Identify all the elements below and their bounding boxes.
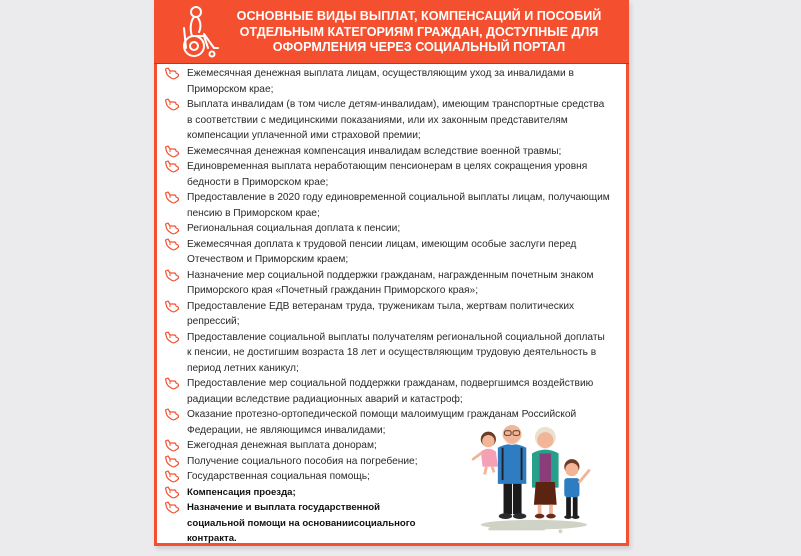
pointing-hand-icon [164, 501, 180, 514]
list-item-text: Государственная социальная помощь; [187, 471, 370, 482]
info-sheet [154, 0, 629, 546]
list-item [157, 268, 613, 299]
pointing-hand-icon [164, 470, 180, 483]
pointing-hand-icon [164, 377, 180, 390]
list-item [157, 330, 617, 377]
family-illustration [462, 425, 602, 537]
list-item-text: Предоставление социальной выплаты получателям региональной социальной доплаты к пенсии, не достигшим возраста 18 лет и осуществляющим трудовую деятельность в период летних каникул; [187, 331, 605, 374]
list-item [157, 159, 617, 190]
pointing-hand-icon [164, 98, 180, 111]
list-item-text: Ежемесячная доплата к трудовой пенсии лицам, имеющим особые заслуги перед Отечеством и Приморским краем; [187, 238, 577, 265]
pointing-hand-icon [164, 238, 180, 251]
grandson-figure [564, 459, 589, 519]
list-item [157, 66, 613, 97]
list-item-text: Компенсация проезда; [187, 486, 296, 498]
list-item-text: Предоставление в 2020 году единовременной социальной выплаты лицам, получающим пенсию в Приморском крае; [187, 192, 610, 219]
list-item [157, 376, 617, 407]
list-item-text: Ежемесячная денежная компенсация инвалидам вследствие военной травмы; [187, 145, 562, 157]
list-item [157, 299, 617, 330]
list-item-text: Оказание протезно-ортопедической помощи малоимущим гражданам Российской Федерации, не являющимся инвалидами; [187, 409, 577, 436]
pointing-hand-icon [164, 67, 180, 80]
list-item [157, 97, 617, 144]
pointing-hand-icon [164, 486, 180, 499]
title-line-1: ОСНОВНЫЕ ВИДЫ ВЫПЛАТ, КОМПЕНСАЦИЙ И ПОСОБИЙ [236, 9, 602, 23]
wheelchair-icon [174, 4, 222, 60]
list-item-text: Ежегодная денежная выплата донорам; [187, 440, 377, 451]
list-item-text: Получение социального пособия на погребение; [187, 455, 418, 467]
list-item-text: Ежемесячная денежная выплата лицам, осуществляющим уход за инвалидами в Приморском крае; [187, 68, 574, 95]
list-item-text: Единовременная выплата неработающим пенсионерам в целях сокращения уровня бедности в Приморском крае; [187, 161, 588, 188]
page-title [216, 9, 622, 56]
pointing-hand-icon [164, 408, 180, 421]
list-item-text: Назначение мер социальной поддержки гражданам, награжденным почетным знаком Приморского края «Почетный гражданин Приморского края»; [187, 269, 594, 296]
pointing-hand-icon [164, 331, 180, 344]
list-item [157, 221, 617, 237]
list-item-text: Предоставление ЕДВ ветеранам труда, труженикам тыла, жертвам политических репрессий; [187, 300, 575, 327]
pointing-hand-icon [164, 269, 180, 282]
grandma-figure [532, 427, 559, 519]
pointing-hand-icon [164, 455, 180, 468]
list-item [157, 190, 617, 221]
pointing-hand-icon [164, 145, 180, 158]
list-item [157, 144, 617, 160]
list-item-text: Региональная социальная доплата к пенсии; [187, 223, 401, 234]
pointing-hand-icon [164, 300, 180, 313]
pointing-hand-icon [164, 160, 180, 173]
list-item-text: Назначение и выплата государственной социальной помощи на основаниисоциального контракта. [187, 502, 416, 544]
list-item [157, 237, 617, 268]
header-banner [154, 0, 629, 64]
title-line-2: ОТДЕЛЬНЫМ КАТЕГОРИЯМ ГРАЖДАН, ДОСТУПНЫЕ ДЛЯ [239, 24, 599, 39]
pointing-hand-icon [164, 439, 180, 452]
pointing-hand-icon [164, 222, 180, 235]
grandpa-figure [498, 425, 526, 519]
list-item-text: Выплата инвалидам (в том числе детям-инвалидам), имеющим транспортные средства в соответствии с медицинскими показаниями, или их законным представителям компенсации уплаченной ими страховой премии; [187, 99, 605, 141]
pointing-hand-icon [164, 191, 180, 204]
title-line-3: ОФОРМЛЕНИЯ ЧЕРЕЗ СОЦИАЛЬНЫЙ ПОРТАЛ [272, 40, 566, 54]
list-item [157, 500, 423, 547]
list-item-text: Предоставление мер социальной поддержки гражданам, подвергшимся воздействию радиации вследствие радиационных аварий и катастроф; [187, 378, 594, 405]
granddaughter-figure [473, 432, 498, 475]
